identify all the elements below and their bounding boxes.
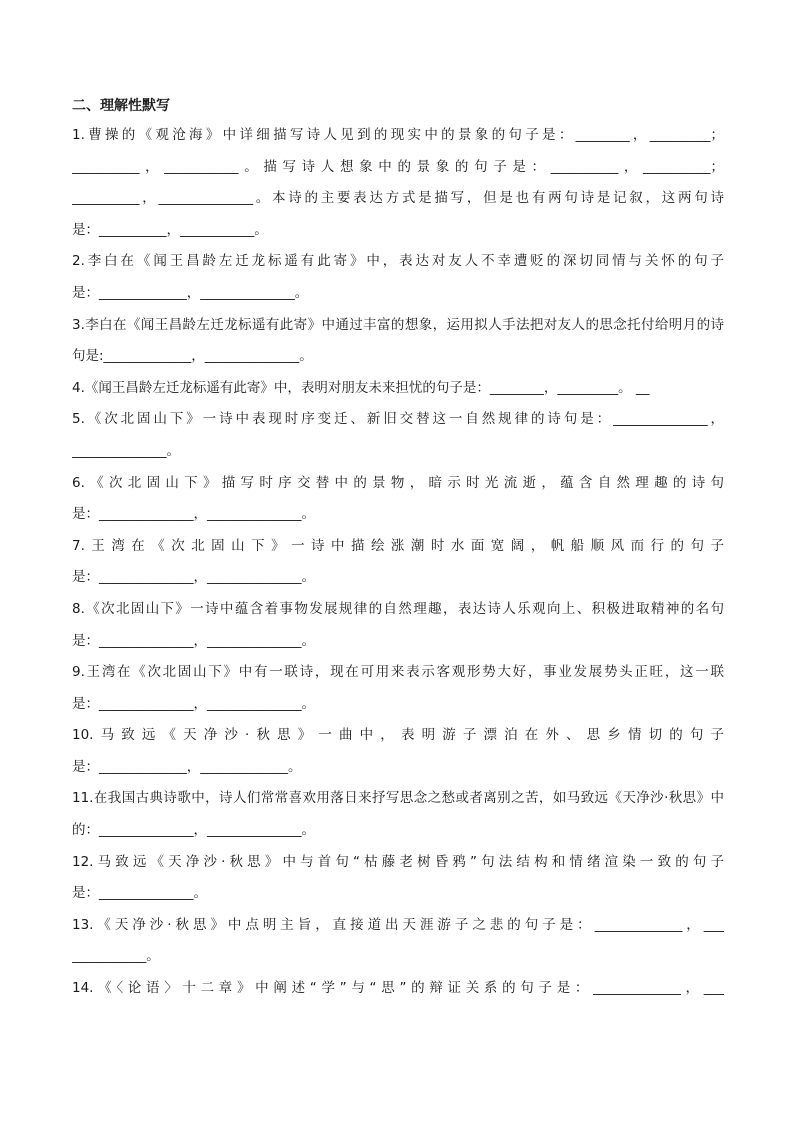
question-3-line-2: 句是:_____________，______________。 — [72, 348, 313, 365]
question-2-line-1: 2.李白在《闻王昌龄左迁龙标遥有此寄》中，表达对友人不幸遭贬的深切同情与关怀的句子 — [72, 253, 724, 270]
question-1-line-1: 1.曹操的《观沧海》中详细描写诗人见到的现实中的景象的句子是：________，_________； — [72, 127, 724, 143]
question-10-line-1: 10.马致远《天净沙·秋思》一曲中，表明游子漂泊在外、思乡情切的句子 — [72, 727, 724, 744]
question-8-line-2: 是：______________，______________。 — [72, 632, 315, 649]
section-title: 二、理解性默写 — [72, 98, 170, 114]
question-10-line-2: 是：_____________，_____________。 — [72, 758, 302, 775]
question-1-line-2: __________，___________。描写诗人想象中的景象的句子是：__________，__________； — [72, 158, 724, 175]
question-12-line-1: 12.马致远《天净沙·秋思》中与首句“枯藤老树昏鸦”句法结构和情绪渲染一致的句子 — [72, 853, 724, 870]
question-3-line-1: 3.李白在《闻王昌龄左迁龙标遥有此寄》中通过丰富的想象，运用拟人手法把对友人的思念托付给明月的诗 — [72, 316, 724, 333]
question-6-line-1: 6.《次北固山下》描写时序交替中的景物，暗示时光流逝，蕴含自然理趣的诗句 — [72, 474, 724, 491]
question-13-line-2: ___________。 — [72, 948, 160, 965]
question-4-line-1: 4.《闻王昌龄左迁龙标遥有此寄》中，表明对朋友未来担忧的句子是：________，_________。 __ — [72, 379, 650, 396]
question-13-line-1: 13.《天净沙·秋思》中点明主旨，直接道出天涯游子之悲的句子是：_____________，___ — [72, 916, 724, 933]
question-14-line-1: 14.《〈论语〉十二章》中阐述“学”与“思”的辩证关系的句子是：_____________，___ — [72, 980, 724, 997]
question-11-line-2: 的：______________，______________。 — [72, 822, 315, 839]
question-9-line-1: 9.王湾在《次北固山下》中有一联诗，现在可用来表示客观形势大好，事业发展势头正旺，这一联 — [72, 664, 724, 681]
question-7-line-2: 是：______________，______________。 — [72, 569, 315, 586]
worksheet-page — [72, 96, 724, 1005]
question-8-line-1: 8.《次北固山下》一诗中蕴含着事物发展规律的自然理趣，表达诗人乐观向上、积极进取精神的名句 — [72, 600, 724, 617]
question-1-line-4: 是：__________，___________。 — [72, 221, 268, 238]
question-6-line-2: 是：______________，______________。 — [72, 506, 315, 523]
question-2-line-2: 是：_____________，______________。 — [72, 284, 309, 301]
question-5-line-1: 5.《次北固山下》一诗中表现时序变迁、新旧交替这一自然规律的诗句是：______________， — [72, 411, 724, 428]
question-7-line-1: 7.王湾在《次北固山下》一诗中描绘涨潮时水面宽阔，帆船顺风而行的句子 — [72, 537, 724, 554]
question-5-line-2: ______________。 — [72, 442, 180, 459]
question-12-line-2: 是：______________。 — [72, 885, 207, 902]
question-9-line-2: 是：______________，______________。 — [72, 695, 315, 712]
question-11-line-1: 11.在我国古典诗歌中，诗人们常常喜欢用落日来抒写思念之愁或者离别之苦，如马致远《天净沙·秋思》中 — [72, 790, 724, 807]
question-1-line-3: __________，______________。本诗的主要表达方式是描写，但是也有两句诗是记叙，这两句诗 — [72, 190, 724, 207]
